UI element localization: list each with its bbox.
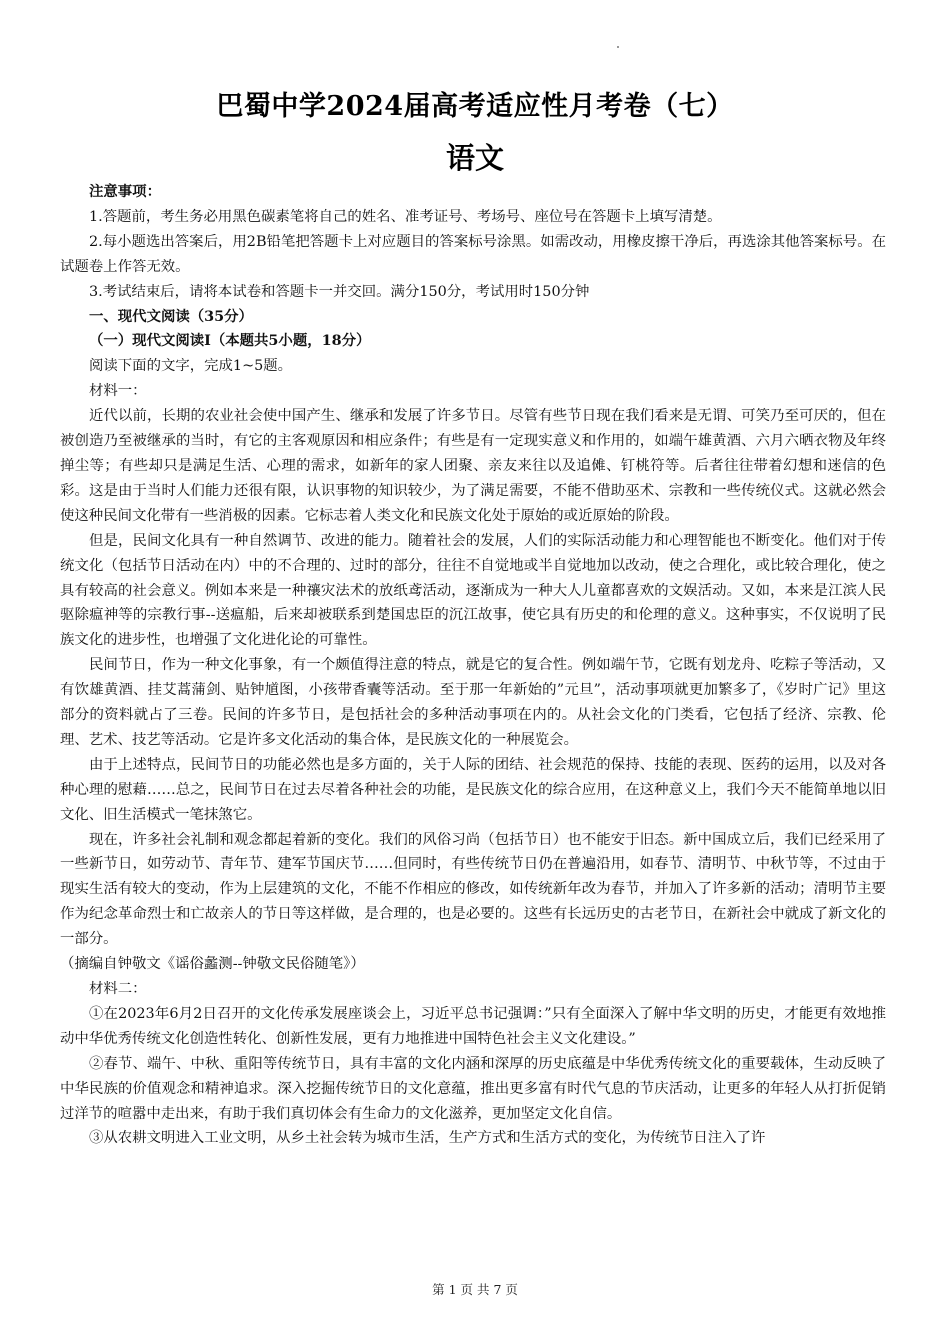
exam-body [60, 180, 886, 1151]
section-heading: 一、现代文阅读（35分） [89, 307, 253, 325]
notice-item: 1.答题前，考生务必用黑色碳素笔将自己的姓名、准考证号、考场号、座位号在答题卡上填写清楚。 [89, 208, 722, 225]
material2-label: 材料二： [89, 981, 147, 997]
notice-heading: 注意事项： [89, 183, 161, 200]
material1-label: 材料一： [89, 383, 147, 400]
material1-paragraph: 现在，许多社会礼制和观念都起着新的变化。我们的风俗习尚（包括节日）也不能安于旧态。新中国成立后，我们已经采用了一些新节日，如劳动节、青年节、建军节国庆节……但同时，有些传统节日仍在普遍沿用，如春节、清明节、中秋节等，不过由于现实生活有较大的变动，作为上层建筑的文化，不能不作相应的修改，如传统新年改为春节，并加入了许多新的活动；清明节主要作为纪念革命烈士和亡故亲人的节日等这样做，是合理的，也是必要的。这些有长远历史的古老节日，在新社会中就成了新文化的一部分。 [60, 831, 886, 948]
material1-paragraph: 民间节日，作为一种文化事象，有一个颇值得注意的特点，就是它的复合性。例如端午节，它既有划龙舟、吃粽子等活动，又有饮雄黄酒、挂艾蒿蒲剑、贴钟馗图，小孩带香囊等活动。至于那一年新始的”元旦”，活动事项就更加繁多了，《岁时广记》里这部分的资料就占了三卷。民间的许多节日，是包括社会的多种活动事项在内的。从社会文化的门类看，它包括了经济、宗教、伦理、艺术、技艺等活动。它是许多文化活动的集合体，是民族文化的一种展览会。 [60, 657, 886, 748]
material1-paragraph: 由于上述特点，民间节日的功能必然也是多方面的，关于人际的团结、社会规范的保持、技能的表现、医药的运用，以及对各种心理的慰藉……总之，民间节日在过去尽着各种社会的功能，是民族文化的综合应用，在这种意义上，我们今天不能简单地以旧文化、旧生活模式一笔抹煞它。 [60, 756, 886, 823]
material2-paragraph: ②春节、端午、中秋、重阳等传统节日，具有丰富的文化内涵和深厚的历史底蕴是中华优秀传统文化的重要载体，生动反映了中华民族的价值观念和精神追求。深入挖掘传统节日的文化意蕴，推出更多富有时代气息的节庆活动，让更多的年轻人从打折促销过洋节的喧嚣中走出来，有助于我们真切体会有生命力的文化滋养，更加坚定文化自信。 [60, 1055, 886, 1122]
page-footer: 第 1 页 共 7 页 [432, 1282, 518, 1297]
scan-dot [617, 46, 619, 48]
notice-item: 3.考试结束后，请将本试卷和答题卡一并交回。满分150分，考试用时150分钟 [89, 283, 590, 300]
notice-item: 2.每小题选出答案后，用2B铅笔把答题卡上对应题目的答案标号涂黑。如需改动，用橡皮擦干净后，再选涂其他答案标号。在试题卷上作答无效。 [60, 233, 886, 275]
material1-source: （摘编自钟敬文《谣俗蠡测--钟敬文民俗随笔》） [60, 956, 365, 973]
exam-title: 巴蜀中学2024届高考适应性月考卷（七） [216, 91, 734, 122]
section-subheading: （一）现代文阅读Ⅰ（本题共5小题，18分） [89, 332, 371, 350]
material2-paragraph: ③从农耕文明进入工业文明，从乡土社会转为城市生活，生产方式和生活方式的变化，为传统节日注入了许 [89, 1130, 766, 1147]
subject-title: 语文 [445, 141, 504, 175]
material1-paragraph: 但是，民间文化具有一种自然调节、改进的能力。随着社会的发展，人们的实际活动能力和心理智能也不断变化。他们对于传统文化（包括节日活动在内）中的不合理的、过时的部分，往往不自觉地或半自觉地加以改动，使之合理化，或比较合理化，使之具有较高的社会意义。例如本来是一种禳灾法术的放纸鸢活动，逐渐成为一种大人儿童都喜欢的文娱活动。又如，本来是江滨人民驱除瘟神等的宗教行事--送瘟船，后来却被联系到楚国忠臣的沉江故事，使它具有历史的和伦理的意义。这种事实，不仅说明了民族文化的进步性，也增强了文化进化论的可靠性。 [60, 532, 886, 649]
material2-paragraph: ①在2023年6月2日召开的文化传承发展座谈会上，习近平总书记强调：”只有全面深入了解中华文明的历史，才能更有效地推动中华优秀传统文化创造性转化、创新性发展，更有力地推进中国特色社会主义文化建设。” [60, 1005, 886, 1047]
material1-paragraph: 近代以前，长期的农业社会使中国产生、继承和发展了许多节日。尽管有些节日现在我们看来是无谓、可笑乃至可厌的，但在被创造乃至被继承的当时，有它的主客观原因和相应条件；有些是有一定现实意义和作用的，如端午雄黄酒、六月六晒衣物及年终掸尘等；有些却只是满足生活、心理的需求，如新年的家人团聚、亲友来往以及追傩、钉桃符等。后者往往带着幻想和迷信的色彩。这是由于当时人们能力还很有限，认识事物的知识较少，为了满足需要，不能不借助巫术、宗教和一些传统仪式。这就必然会使这种民间文化带有一些消极的因素。它标志着人类文化和民族文化处于原始的或近原始的阶段。 [60, 408, 886, 524]
section-instruction: 阅读下面的文字，完成1~5题。 [89, 358, 293, 375]
